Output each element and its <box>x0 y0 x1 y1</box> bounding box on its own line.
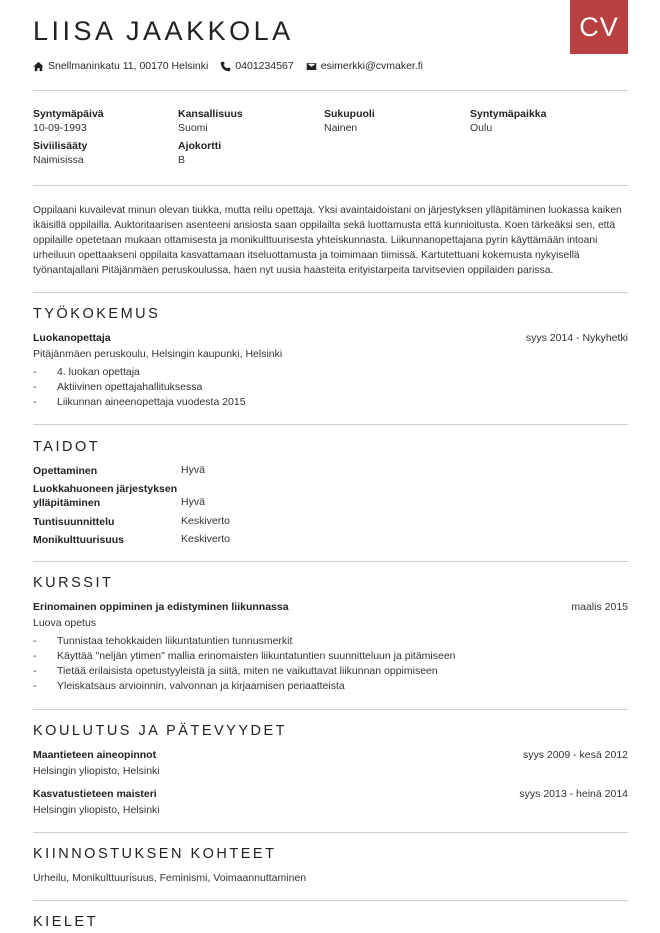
info-nationality: Kansallisuus Suomi <box>178 108 243 134</box>
info-birthdate: Syntymäpäivä 10-09-1993 <box>33 108 104 134</box>
list-item: - Tunnistaa tehokkaiden liikuntatuntien tunnusmerkit <box>33 634 593 649</box>
list-item: - Tietää erilaisista opetustyyleistä ja siitä, miten ne vaikuttavat liikunnan oppimiseen <box>33 664 593 679</box>
phone-icon <box>220 61 231 72</box>
divider <box>33 292 628 293</box>
course-date: maalis 2015 <box>571 601 628 613</box>
contact-email <box>306 60 423 72</box>
phone-text: 0401234567 <box>235 60 294 72</box>
info-gender: Sukupuoli Nainen <box>324 108 375 134</box>
divider <box>33 709 628 710</box>
education-name: Maantieteen aineopinnot <box>33 749 157 761</box>
interests-text: Urheilu, Monikulttuurisuus, Feminismi, Voimaannuttaminen <box>33 872 307 884</box>
course-bullets <box>33 634 593 694</box>
work-role: Luokanopettaja <box>33 332 111 344</box>
address-text: Snellmaninkatu 11, 00170 Helsinki <box>48 60 209 72</box>
list-item: - Liikunnan aineenopettaja vuodesta 2015 <box>33 395 593 410</box>
candidate-name: LIISA JAAKKOLA <box>33 16 294 46</box>
work-date: syys 2014 - Nykyhetki <box>525 332 628 344</box>
divider <box>33 90 628 91</box>
course-name: Erinomainen oppiminen ja edistyminen liikunnassa <box>33 601 289 613</box>
info-driving-license: Ajokortti B <box>178 140 222 166</box>
education-date: syys 2009 - kesä 2012 <box>522 749 628 761</box>
education-date: syys 2013 - heinä 2014 <box>519 788 628 800</box>
list-item: - Aktiivinen opettajahallituksessa <box>33 380 593 395</box>
section-title-work: TYÖKOKEMUS <box>33 306 161 322</box>
info-birthplace: Syntymäpaikka Oulu <box>470 108 547 134</box>
list-item: - Käyttää "neljän ytimen" mallia erinomaisten liikuntatuntien suunnitteluun ja pitämiseen <box>33 649 593 664</box>
section-title-courses: KURSSIT <box>33 575 114 591</box>
list-item: - Yleiskatsaus arvioinnin, valvonnan ja kirjaamisen periaatteista <box>33 679 593 694</box>
contact-bar <box>33 60 435 72</box>
work-bullets <box>33 365 593 410</box>
info-marital-status: Siviilisääty Naimisissa <box>33 140 88 166</box>
education-org: Helsingin yliopisto, Helsinki <box>33 765 160 777</box>
contact-phone <box>220 60 293 72</box>
divider <box>33 900 628 901</box>
education-name: Kasvatustieteen maisteri <box>33 788 157 800</box>
section-title-education: KOULUTUS JA PÄTEVYYDET <box>33 723 288 739</box>
mail-icon <box>306 61 317 72</box>
divider <box>33 561 628 562</box>
list-item: - 4. luokan opettaja <box>33 365 593 380</box>
contact-address <box>33 60 208 72</box>
section-title-skills: TAIDOT <box>33 439 101 455</box>
work-org: Pitäjänmäen peruskoulu, Helsingin kaupunki, Helsinki <box>33 348 283 360</box>
education-org: Helsingin yliopisto, Helsinki <box>33 804 160 816</box>
divider <box>33 185 628 186</box>
section-title-languages: KIELET <box>33 914 98 930</box>
section-title-interests: KIINNOSTUKSEN KOHTEET <box>33 846 277 862</box>
home-icon <box>33 61 44 72</box>
course-org: Luova opetus <box>33 617 97 629</box>
email-text: esimerkki@cvmaker.fi <box>320 60 423 72</box>
divider <box>33 832 628 833</box>
profile-summary: Oppilaani kuvailevat minun olevan tiukka, mutta reilu opettaja. Yksi avaintaidoistani on järjestyksen ylläpitäminen luokassa kaiken ikäisillä oppilailla. Auktoritaarisen asenteeni ansiosta saan oppilailta sekä luottamusta että kunnioitusta. Koen tärkeäksi sen, että oppilaille opetetaan mukaan ottamisesta ja monikulttuurisesta yhteiskunnasta. Liikunnanopettajana pyrin käyttämään intoani urheiluun opettaakseni oppilaita kasvattamaan itseluottamusta ja toimimaan tiimissä. Kartutettuani kokemusta nykyisellä työnantajallani Pitäjänmäen peruskoulussa, haen nyt uusia haasteita erityistarpeita tarvitsevien oppilaiden parissa. <box>33 205 622 276</box>
divider <box>33 424 628 425</box>
cv-badge: CV <box>570 0 628 54</box>
